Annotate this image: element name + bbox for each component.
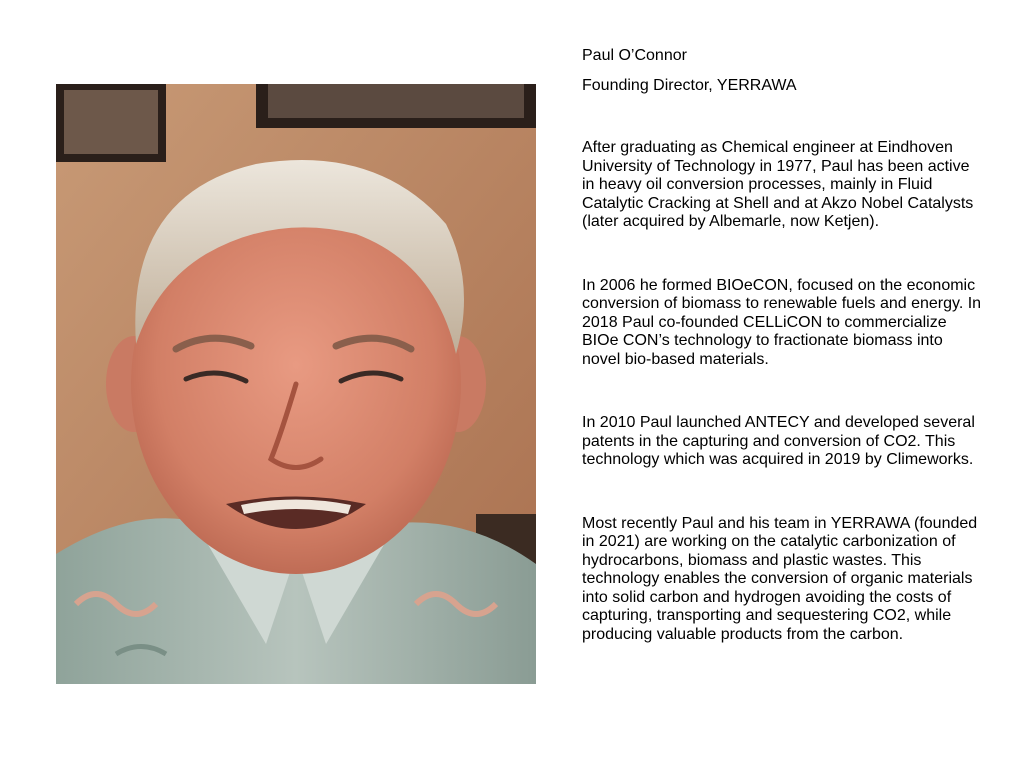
person-name: Paul O’Connor: [582, 47, 687, 64]
portrait-photo: [56, 84, 536, 684]
person-role: Founding Director, YERRAWA: [582, 77, 797, 94]
portrait-image: [56, 84, 536, 684]
bio-paragraph-1: After graduating as Chemical engineer at Eindhoven University of Technology in 1977, Paul has been active in heavy oil conversion processes, mainly in Fluid Catalytic Cracking at Shell and at Akzo Nobel Catalysts (later acquired by Albemarle, now Ketjen).: [582, 139, 974, 230]
bio-paragraph-2: In 2006 he formed BIOeCON, focused on the economic conversion of biomass to renewable fuels and energy. In 2018 Paul co-founded CELLiCON to commercialize BIOe CON’s technology to fractionate biomass into novel bio-based materials.: [582, 276, 982, 368]
bio-paragraph-3: In 2010 Paul launched ANTECY and developed several patents in the capturing and conversion of CO2. This technology which was acquired in 2019 by Climeworks.: [582, 414, 975, 468]
bio-paragraph-4: Most recently Paul and his team in YERRAWA (founded in 2021) are working on the catalytic carbonization of hydrocarbons, biomass and plastic wastes. This technology enables the conversion of organic materials into solid carbon and hydrogen avoiding the costs of capturing, transporting and sequestering CO2, while producing valuable products from the carbon.: [582, 514, 978, 643]
bio-text-column: [582, 46, 982, 644]
